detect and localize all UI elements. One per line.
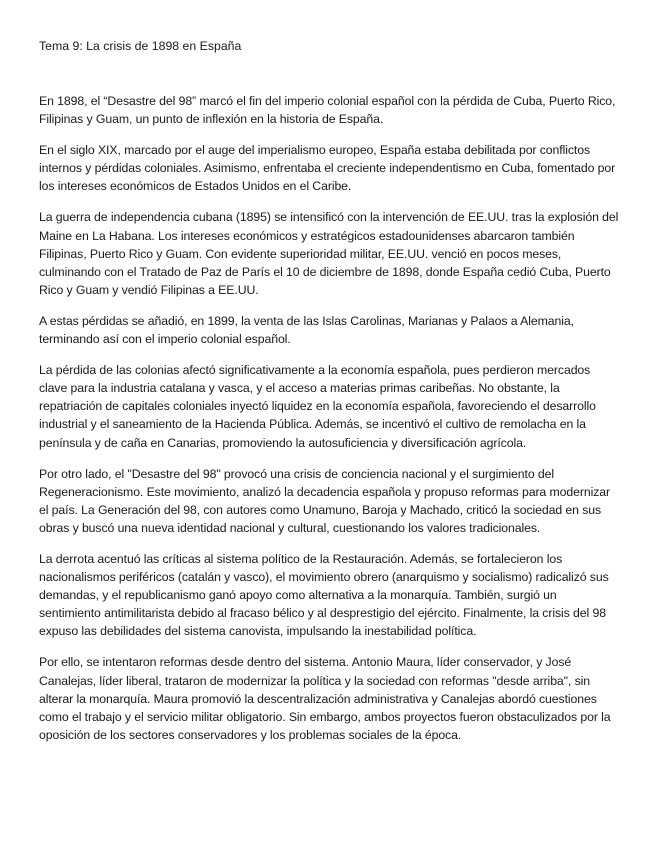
paragraph-intro: En 1898, el “Desastre del 98” marcó el fin del imperio colonial español con la pérdida de Cuba, Puerto Rico, Filipinas y Guam, un punto de inflexión en la historia de España. — [39, 94, 616, 127]
document-page — [39, 38, 619, 757]
paragraph-reforms: Por ello, se intentaron reformas desde dentro del sistema. Antonio Maura, líder conservador, y José Canalejas, líder liberal, trataron de modernizar la política y la sociedad con reformas "desde arriba", sin alterar la monarquía. Maura promovió la descentralización administrativa y Canalejas abordó cuestiones como el trabajo y el servicio militar obligatorio. Sin embargo, ambos proyectos fueron obstaculizados por la oposición de los sectores conservadores y los problemas sociales de la época. — [39, 655, 611, 742]
paragraph-political-crisis: La derrota acentuó las críticas al sistema político de la Restauración. Además, se fortalecieron los nacionalismos periféricos (catalán y vasco), el movimiento obrero (anarquismo y socialismo) radicalizó sus demandas, y el republicanismo ganó apoyo como alternativa a la monarquía. También, surgió un sentimiento antimilitarista debido al fracaso bélico y al desprestigio del ejército. Finalmente, la crisis del 98 expuso las debilidades del sistema canovista, impulsando la inestabilidad política. — [39, 551, 609, 639]
paragraph-regenerationism: Por otro lado, el "Desastre del 98" provocó una crisis de conciencia nacional y el surgimiento del Regeneracionismo. Este movimiento, analizó la decadencia española y propuso reformas para modernizar el país. La Generación del 98, con autores como Unamuno, Baroja y Machado, criticó la sociedad en sus obras y buscó una nueva identidad nacional y cultural, cuestionando los valores tradicionales. — [39, 466, 610, 535]
paragraph-cuban-war: La guerra de independencia cubana (1895) se intensificó con la intervención de EE.UU. tras la explosión del Maine en La Habana. Los intereses económicos y estratégicos estadounidenses abarcaron también Filipinas, Puerto Rico y Guam. Con evidente superioridad militar, EE.UU. venció en pocos meses, culminando con el Tratado de Paz de París el 10 de diciembre de 1898, donde España cedió Cuba, Puerto Rico y Guam y vendió Filipinas a EE.UU. — [39, 210, 619, 297]
paragraph-economic-impact: La pérdida de las colonias afectó significativamente a la economía española, pues perdieron mercados clave para la industria catalana y vasca, y el acceso a materias primas caribeñas. No obstante, la repatriación de capitales coloniales inyectó liquidez en la economía española, favoreciendo el desarrollo industrial y el saneamiento de la Hacienda Pública. Además, se incentivó el cultivo de remolacha en la península y de caña en Canarias, promoviendo la autosuficiencia y diversificación agrícola. — [39, 363, 596, 450]
paragraph-sale-islands: A estas pérdidas se añadió, en 1899, la venta de las Islas Carolinas, Marianas y Palaos a Alemania, terminando así con el imperio colonial español. — [39, 313, 574, 347]
document-title: Tema 9: La crisis de 1898 en España — [39, 39, 242, 53]
paragraph-context: En el siglo XIX, marcado por el auge del imperialismo europeo, España estaba debilitada por conflictos internos y pérdidas coloniales. Asimismo, enfrentaba el creciente independentismo en Cuba, fomentado por los intereses económicos de Estados Unidos en el Caribe. — [39, 143, 616, 194]
